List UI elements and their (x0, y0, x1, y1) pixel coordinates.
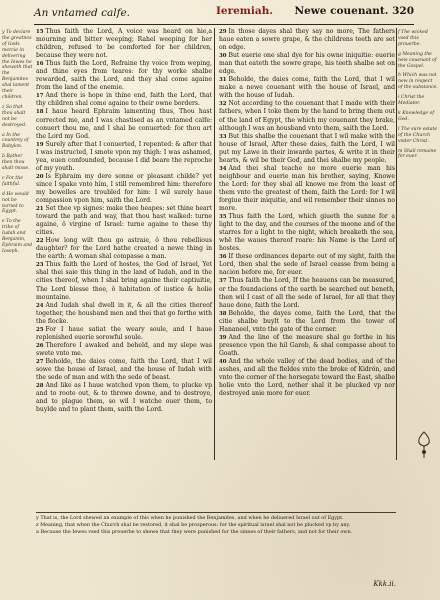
verse (36, 92, 212, 108)
verse-number: 27 (36, 358, 44, 365)
verse-text: And like as I haue watched vpon them, to plucke vp and to roote out, & to throwe downe, and to destroye, and to plague them, so wil I watche ouer them, to buylde and to plant them, saith the Lord. (36, 382, 212, 414)
verse-text: Beholde, the daies come, faith the Lord, that I wil sowe the house of Israel, and the house of Iudah with the sede of man and with the sede of beast. (36, 357, 212, 382)
verse-text: I haue heard Ephraim lamenting thus, Thou hast corrected me, and I was chastised as an vntamed calfe: conuert thou me, and I shal be conuerted: for thou art the Lord my God. (36, 108, 212, 140)
margin-note: e To the tribe of Iudah and Benjamin, Ephraim and Ioseph. (2, 219, 33, 254)
margin-divider (396, 28, 397, 460)
verse-number: 29 (219, 29, 227, 35)
verse-text: Beholde, the dayes come, faith the Lord, that the citie shalbe buylt to the Lord from the tower of Hananeel, vnto the gate of the corner. (219, 309, 395, 333)
verse (36, 205, 212, 237)
verse (219, 358, 395, 398)
verse-number: 15 (36, 29, 44, 35)
verse-number: 38 (219, 310, 227, 317)
margin-note: d He would not be turned to Egypt. (2, 191, 29, 215)
verse-number: 21 (36, 206, 44, 213)
verse (36, 302, 212, 326)
margin-note: m Shall remaine for euer. (398, 148, 437, 160)
verse-number: 19 (36, 141, 44, 148)
book-name: Ieremiah. (216, 5, 273, 17)
verse-text: For I haue satiat the weary soule, and I haue replenished euerie sorowful soule. (36, 325, 212, 341)
footnote: a Because the Iewes vsed this prouerbe to shewe that they were punished for the sinnes of their fathers, and not for their own. (36, 529, 353, 536)
verse-text: How long wilt thou go astraie, ô thou rebellious daughter? for the Lord hathe created a newe thing in the earth: A woman shal compasse a man. (36, 237, 212, 261)
column-divider (214, 28, 215, 460)
verse (36, 382, 212, 414)
verse (36, 358, 212, 382)
verse-number: 35 (219, 214, 227, 221)
margin-note: b Rather then thou shalt misse. (2, 154, 30, 172)
verse (219, 133, 395, 165)
margin-note: z So that thou shalt not be destroyed. (2, 104, 27, 128)
verse (219, 213, 395, 253)
verse-text: But this shalbe the couenant that I wil make with the house of Israel, After these daies, faith the Lord, I wil put my Lawe in their inwarde partes, & write it in their hearts, & wil be their God, and thei shalbe my people. (219, 132, 395, 164)
verse-number: 28 (36, 383, 44, 390)
verse-text: Is Ephraim my dere sonne or pleasant childe? yet since I spake vnto him, I still remembred him: therefore my bowelles are troubled for him: I wil surely haue compassion vpon him, saith the Lord. (36, 172, 212, 204)
verse-number: 30 (219, 53, 227, 60)
verse-text: If these ordinances departe out of my sight, faith the Lord, then shal the sede of Israel ceasse from being a nacion before me, for euer. (219, 253, 395, 277)
left-text-column (36, 28, 212, 414)
footnotes (36, 512, 396, 536)
verse-number: 34 (219, 165, 227, 172)
fleuron-ornament (410, 430, 438, 460)
verse (219, 277, 395, 309)
verse (36, 261, 212, 301)
verse (219, 310, 395, 334)
verse-text: Thus faith the Lord, which giueth the sunne for a light to the day, and the courses of the moone and of the starres for a light to the night, which breaketh the sea, whē the waues thereof roare: his Name is the Lord of hostes. (219, 213, 395, 253)
footnote: z Meaning, that when the Church shal be restored, it shal be prosperous: for the spiritual israel shal not be plucked vp by any. (36, 522, 351, 529)
verse (36, 108, 212, 140)
verse-text: And thei shal teache no more euerie man his neighbour and euerie man his brother, saying, Knowe the Lord: for they shal all knowe me from the least of them vnto the greatest of them, faith the Lord: for I wil forgiue their iniquitie, and wil remember their sinnes no more. (219, 164, 395, 213)
verse-text: But euerie one shal dye for his owne iniquitie: euerie man that eateth the sowre grape, his teeth shalbe set on edge. (219, 52, 395, 76)
verse-number: 23 (36, 262, 44, 269)
verse-text: And the whole valley of the dead bodies, and of the asshes, and all the fieldes vnto the broke of Kidrón, and vnto the corner of the horsegate toward the East, shalbe holie vnto the Lord, nether shal it be plucked vp nor destroyed anie more for euer. (219, 357, 395, 398)
verse (36, 60, 212, 92)
verse-number: 40 (219, 358, 227, 365)
verse (219, 52, 395, 76)
verse-number: 18 (36, 109, 44, 116)
verse (219, 76, 395, 100)
page-header (34, 4, 414, 25)
verse-text: Beholde, the daies come, faith the Lord, that I wil make a newe couenant with the house of Israel, and with the house of Iudah. (219, 76, 395, 100)
verse-text: Thus faith the Lord, If the heauens can be measured, or the foundacions of the earth be searched out beneth, then wil I cast of all the sede of Israel, for all that they haue done, faith the Lord. (219, 277, 395, 309)
verse (36, 342, 212, 358)
running-title: An vntamed calfe. (34, 7, 131, 19)
verse-number: 32 (219, 101, 227, 108)
right-margin-notes (398, 30, 438, 164)
verse-text: And there is hope in thine end, faith the Lord, that thy children shal come againe to their owne borders. (36, 92, 212, 108)
verse (219, 334, 395, 358)
verse-number: 17 (36, 93, 44, 100)
margin-note: a In the countrey of Babylon. (2, 132, 29, 150)
verse-text: And the line of the measure shal go forthe in his presence vpon the hil Gareb, & shal compasse about to Goath. (219, 333, 395, 357)
verse (219, 253, 395, 277)
margin-note: f The wicked vsed this prouerbe. (398, 30, 428, 47)
verse-text: Thus faith the Lord of hostes, the God of Israel, Yet shal thei saie this thing in the land of Iudah, and in the cities thereof, when I shal bring againe their captiuitie, The Lord blesse thee, ô habitation of iustice & holie mountaine. (36, 261, 212, 301)
verse-text: Not according to the couenant that I made with their fathers, when I toke them by the hand to bring them out of the land of Egypt, the which my couenant they brake, although I was an housband vnto them, saith the Lord. (219, 100, 395, 132)
verse-number: 26 (36, 342, 44, 349)
page-number: 320 (392, 5, 414, 17)
verse (36, 28, 212, 60)
verse (219, 100, 395, 132)
verse-number: 20 (36, 173, 44, 180)
section-and-page (294, 5, 414, 17)
verse-number: 31 (219, 77, 227, 84)
verse-number: 37 (219, 278, 227, 285)
verse-text: Therefore I awaked and beheld, and my slepe was swete vnto me. (36, 341, 212, 357)
margin-note: y To declare the greatnes of Gods mercie in delivering the Iewes he sheweth that the Benjamites shal lament their children. (2, 30, 33, 100)
verse-number: 22 (36, 238, 44, 245)
verse-number: 25 (36, 326, 44, 333)
footnote: y That is, the Lord shewed an example of this when he punished the Benjamites, and when he deliuered Israel out of Egypt. (36, 515, 344, 521)
verse (36, 237, 212, 261)
verse-number: 24 (36, 302, 44, 309)
right-text-column (219, 28, 395, 398)
margin-note: k Knowledge of God. (398, 110, 435, 122)
margin-note: h Which was not new in respect of the substance. (398, 73, 438, 91)
verse-number: 16 (36, 61, 44, 68)
verse-text: Surely after that I conuerted, I repented: & after that I was instructed, I smote vpon my thigh: I was ashamed, yea, euen confounded, because I did beare the reproche of my youth. (36, 140, 212, 172)
verse-text: Thus faith the Lord, A voice was heard on hie,a mourning and bitter weeping; Rahel weeping for her children, refused to be comforted for her children, because they were not. (36, 28, 212, 60)
verse-text: Thus faith the Lord, Refraine thy voice from weping, and thine eyes from teares: for thy worke shalbe rewarded, saith the Lord, and they shal come againe from the land of the enemie. (36, 60, 212, 92)
verse (36, 141, 212, 173)
margin-note: i Christ the Mediator. (398, 95, 425, 107)
verse (219, 165, 395, 213)
verse-text: Set thee vp signes: make thee heapes: set thine heart toward the path and way, that thou hast walked: turne againe, ô virgine of Israel: turne againe to these thy cities. (36, 205, 212, 237)
verse-text: In those dayes shal they say no more, The fathers haue eaten a sowre grape, & the childrens teeth are set on edge. (219, 28, 395, 52)
verse-text: And Iudah shal dwell in it, & all the cities thereof together, the housband men and thei that go forthe with the flocke. (36, 301, 212, 325)
margin-note: l The sure estate of the Church vnder Christ. (398, 126, 438, 144)
signature-mark: Kkk.ii. (373, 580, 396, 588)
verse-number: 36 (219, 254, 227, 261)
verse (36, 173, 212, 205)
verse (36, 326, 212, 342)
verse (219, 28, 395, 52)
margin-note: g Meaning the new couenant of the Gospel. (398, 51, 437, 69)
verse-number: 39 (219, 334, 227, 341)
margin-note: c For the faithful. (2, 175, 23, 187)
section-title: Newe couenant. (294, 5, 389, 17)
verse-number: 33 (219, 133, 227, 140)
left-margin-notes (2, 30, 33, 259)
